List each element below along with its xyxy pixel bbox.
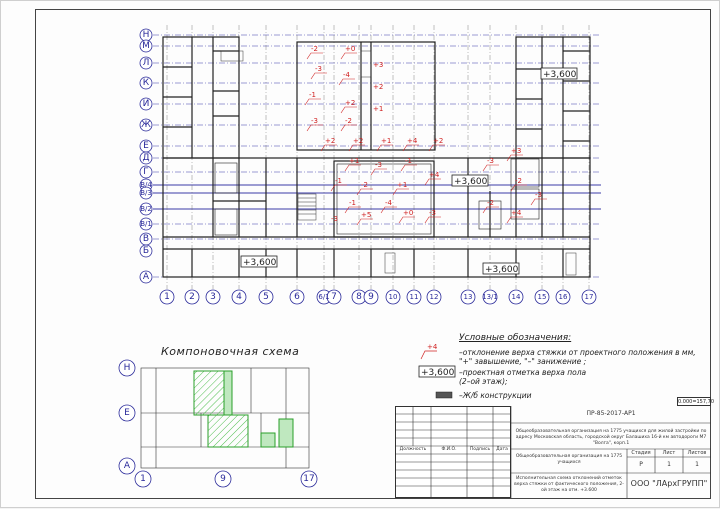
document-code: ПР-85-2017-АР1 (586, 410, 636, 417)
svg-text:Б: Б (142, 246, 150, 256)
stage-label: Стадия (631, 450, 651, 456)
svg-text:В/1: В/1 (140, 220, 152, 228)
svg-text:9: 9 (220, 474, 226, 484)
svg-text:-2: -2 (311, 45, 318, 53)
project-name: Общеобразовательная организация на 1775 учащихся для жилой застройки по адресу Московская область, городской округ Балашиха 16-й км автодороги М7 "Волга", корп.1 (515, 429, 707, 446)
svg-text:Н: Н (142, 30, 150, 40)
svg-text:11: 11 (409, 293, 419, 301)
svg-text:-2: -2 (361, 181, 368, 189)
svg-text:+4: +4 (427, 343, 438, 351)
legend-elevation-text2: (2–ой этаж); (459, 377, 508, 386)
svg-text:+4: +4 (407, 137, 418, 145)
svg-text:+4: +4 (511, 209, 522, 217)
svg-text:В: В (142, 234, 150, 244)
svg-text:13/1: 13/1 (482, 293, 498, 301)
svg-text:-4: -4 (385, 199, 392, 207)
svg-text:Ж: Ж (141, 120, 151, 130)
legend-title: Условные обозначения: (459, 333, 572, 343)
svg-text:-3: -3 (331, 215, 338, 223)
svg-text:15: 15 (537, 293, 547, 301)
svg-text:Е: Е (143, 141, 149, 151)
legend-deviation-text2: "+" завышение, "–" занижение ; (459, 357, 587, 366)
svg-text:К: К (142, 78, 150, 88)
svg-text:6/1: 6/1 (318, 293, 330, 301)
svg-text:+3,600: +3,600 (243, 258, 277, 268)
svg-text:+4: +4 (429, 171, 440, 179)
building-name: Общеобразовательная организация на 1775 учащихся (515, 454, 623, 465)
svg-text:12: 12 (429, 293, 439, 301)
svg-text:-3: -3 (429, 209, 436, 217)
svg-text:+3,600: +3,600 (421, 368, 455, 378)
svg-text:И: И (142, 99, 150, 109)
legend-deviation-text: –отклонение верха стяжки от проектного положения в мм, (459, 348, 696, 357)
sheets-label: Листов (687, 450, 707, 456)
svg-text:-3: -3 (487, 157, 494, 165)
svg-text:5: 5 (263, 292, 269, 302)
svg-text:-3: -3 (315, 65, 322, 73)
svg-text:+5: +5 (361, 211, 372, 219)
svg-text:-1: -1 (335, 177, 342, 185)
svg-text:13: 13 (463, 293, 473, 301)
svg-text:3: 3 (210, 292, 216, 302)
svg-text:Г: Г (143, 167, 149, 177)
svg-text:+1: +1 (373, 105, 384, 113)
svg-text:17: 17 (584, 293, 594, 301)
svg-text:+0: +0 (403, 209, 414, 217)
svg-text:9: 9 (368, 292, 374, 302)
header-signature: Подпись (469, 447, 491, 452)
header-name: Ф.И.О. (441, 447, 457, 452)
svg-text:-2: -2 (345, 117, 352, 125)
svg-text:10: 10 (388, 293, 398, 301)
svg-text:+3,600: +3,600 (485, 265, 519, 275)
svg-text:А: А (123, 461, 131, 471)
svg-text:М: М (142, 41, 150, 51)
legend-concrete-text: –Ж/б конструкции (459, 391, 532, 400)
svg-text:16: 16 (558, 293, 568, 301)
svg-text:-2: -2 (515, 177, 522, 185)
svg-text:-3: -3 (535, 191, 542, 199)
company-name: ООО "ЛАрхГРУПП" (630, 479, 708, 488)
svg-text:8: 8 (356, 292, 362, 302)
svg-text:+2: +2 (345, 99, 356, 107)
svg-text:7: 7 (331, 292, 337, 302)
key-plan-title: Компоновочная схема (161, 345, 300, 358)
svg-text:Д: Д (142, 153, 150, 163)
legend-elevation-text: –проектная отметка верха пола (459, 368, 587, 377)
svg-text:Е: Е (124, 408, 130, 418)
svg-text:Л: Л (142, 58, 150, 68)
sheet-value: 1 (667, 461, 671, 468)
sheet-label: Лист (662, 450, 676, 456)
svg-text:+2: +2 (373, 83, 384, 91)
svg-text:+2: +2 (433, 137, 444, 145)
svg-text:+0: +0 (345, 45, 356, 53)
svg-text:14: 14 (511, 293, 521, 301)
svg-text:+1: +1 (397, 181, 408, 189)
svg-text:+3: +3 (511, 147, 522, 155)
svg-text:1: 1 (140, 474, 146, 484)
svg-text:+2: +2 (325, 137, 336, 145)
svg-text:+1: +1 (381, 137, 392, 145)
stage-value: Р (639, 461, 643, 468)
svg-text:+3,600: +3,600 (454, 177, 488, 187)
svg-text:+3,600: +3,600 (543, 70, 577, 80)
svg-text:В/3: В/3 (140, 189, 152, 197)
svg-text:2: 2 (189, 292, 195, 302)
header-position: Должность (399, 447, 427, 452)
svg-text:В/2: В/2 (140, 205, 152, 213)
header-date: Дата (496, 447, 508, 452)
svg-text:17: 17 (303, 474, 315, 484)
svg-text:-1: -1 (405, 157, 412, 165)
svg-text:-4: -4 (343, 71, 350, 79)
svg-text:4: 4 (236, 292, 242, 302)
svg-text:Н: Н (123, 363, 131, 373)
svg-text:А: А (142, 272, 150, 282)
svg-text:+3: +3 (373, 61, 384, 69)
sheet-title: Исполнительная схема отклонений отметок верха стяжки от фактического положения, 2-ой этаж на отм. +3.600 (514, 476, 624, 493)
svg-text:1: 1 (164, 292, 170, 302)
svg-text:6: 6 (294, 292, 300, 302)
svg-text:-1: -1 (349, 199, 356, 207)
svg-text:+1: +1 (349, 157, 360, 165)
svg-text:-1: -1 (309, 91, 316, 99)
svg-text:-3: -3 (375, 161, 382, 169)
svg-text:-2: -2 (487, 199, 494, 207)
svg-text:В/4: В/4 (140, 181, 152, 189)
svg-text:-3: -3 (311, 117, 318, 125)
svg-text:+2: +2 (353, 137, 364, 145)
sheets-value: 1 (695, 461, 699, 468)
coord-badge: 0.000=157,70 (678, 399, 714, 405)
